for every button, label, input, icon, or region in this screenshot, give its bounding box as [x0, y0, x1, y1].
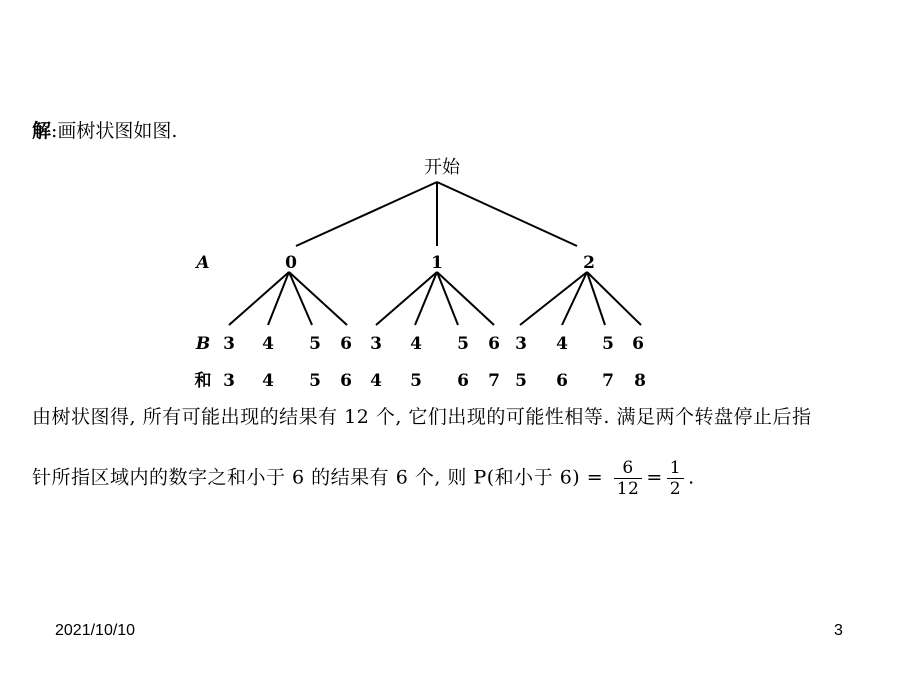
sum-value: 7: [488, 371, 500, 391]
solution-label: 解: [32, 120, 52, 142]
b-value: 3: [223, 334, 235, 354]
branch-0-5: [289, 272, 312, 325]
b-value: 4: [556, 334, 568, 354]
sum-value: 7: [602, 371, 614, 391]
sum-label: 和: [194, 371, 212, 391]
a-value-0: 0: [285, 253, 297, 273]
paragraph-line-1: 由树状图得, 所有可能出现的结果有 12 个, 它们出现的可能性相等. 满足两个转盘停止后指: [32, 406, 812, 428]
b-value: 3: [370, 334, 382, 354]
sum-value: 6: [340, 371, 352, 391]
branch-root-2: [437, 182, 577, 246]
sum-value: 6: [457, 371, 469, 391]
b-value: 4: [410, 334, 422, 354]
tree-root: 开始: [424, 157, 460, 178]
a-value-2: 2: [583, 253, 595, 273]
fraction-one-half: [667, 458, 684, 499]
paragraph-line-2: [32, 458, 695, 499]
line-2-suffix: .: [688, 466, 695, 489]
b-value: 5: [309, 334, 321, 354]
sum-value: 8: [634, 371, 646, 391]
sum-value: 5: [515, 371, 527, 391]
b-value: 6: [488, 334, 500, 354]
line-2-prefix: 针所指区域内的数字之和小于 6 的结果有 6 个, 则 P(和小于 6) =: [32, 466, 604, 489]
level-b-label: B: [195, 334, 211, 354]
fraction-denominator: 12: [616, 479, 640, 499]
footer-date: 2021/10/10: [55, 622, 136, 639]
equals-sign: =: [646, 466, 663, 489]
branch-1-6: [437, 272, 494, 325]
sum-value: 4: [262, 371, 274, 391]
b-value: 4: [262, 334, 274, 354]
solution-text: :画树状图如图.: [51, 120, 178, 142]
branch-1-4: [415, 272, 437, 325]
a-value-1: 1: [431, 253, 443, 273]
branch-0-6: [289, 272, 347, 325]
sum-value: 6: [556, 371, 568, 391]
level-a-label: A: [196, 253, 210, 273]
branch-1-3: [376, 272, 437, 325]
sum-value: 3: [223, 371, 235, 391]
b-value: 6: [632, 334, 644, 354]
b-value: 5: [602, 334, 614, 354]
sum-value: 5: [410, 371, 422, 391]
branch-0-3: [229, 272, 289, 325]
fraction-six-twelfths: [614, 458, 643, 499]
branch-2-3: [520, 272, 587, 325]
branch-1-5: [437, 272, 458, 325]
sum-value: 4: [370, 371, 382, 391]
fraction-numerator: 1: [667, 458, 684, 479]
page-number: 3: [834, 622, 843, 639]
branch-root-0: [296, 182, 437, 246]
fraction-numerator: 6: [614, 458, 643, 479]
b-value: 6: [340, 334, 352, 354]
b-value: 3: [515, 334, 527, 354]
branch-2-4: [562, 272, 587, 325]
b-value: 5: [457, 334, 469, 354]
sum-value: 5: [309, 371, 321, 391]
fraction-denominator: 2: [669, 479, 682, 499]
